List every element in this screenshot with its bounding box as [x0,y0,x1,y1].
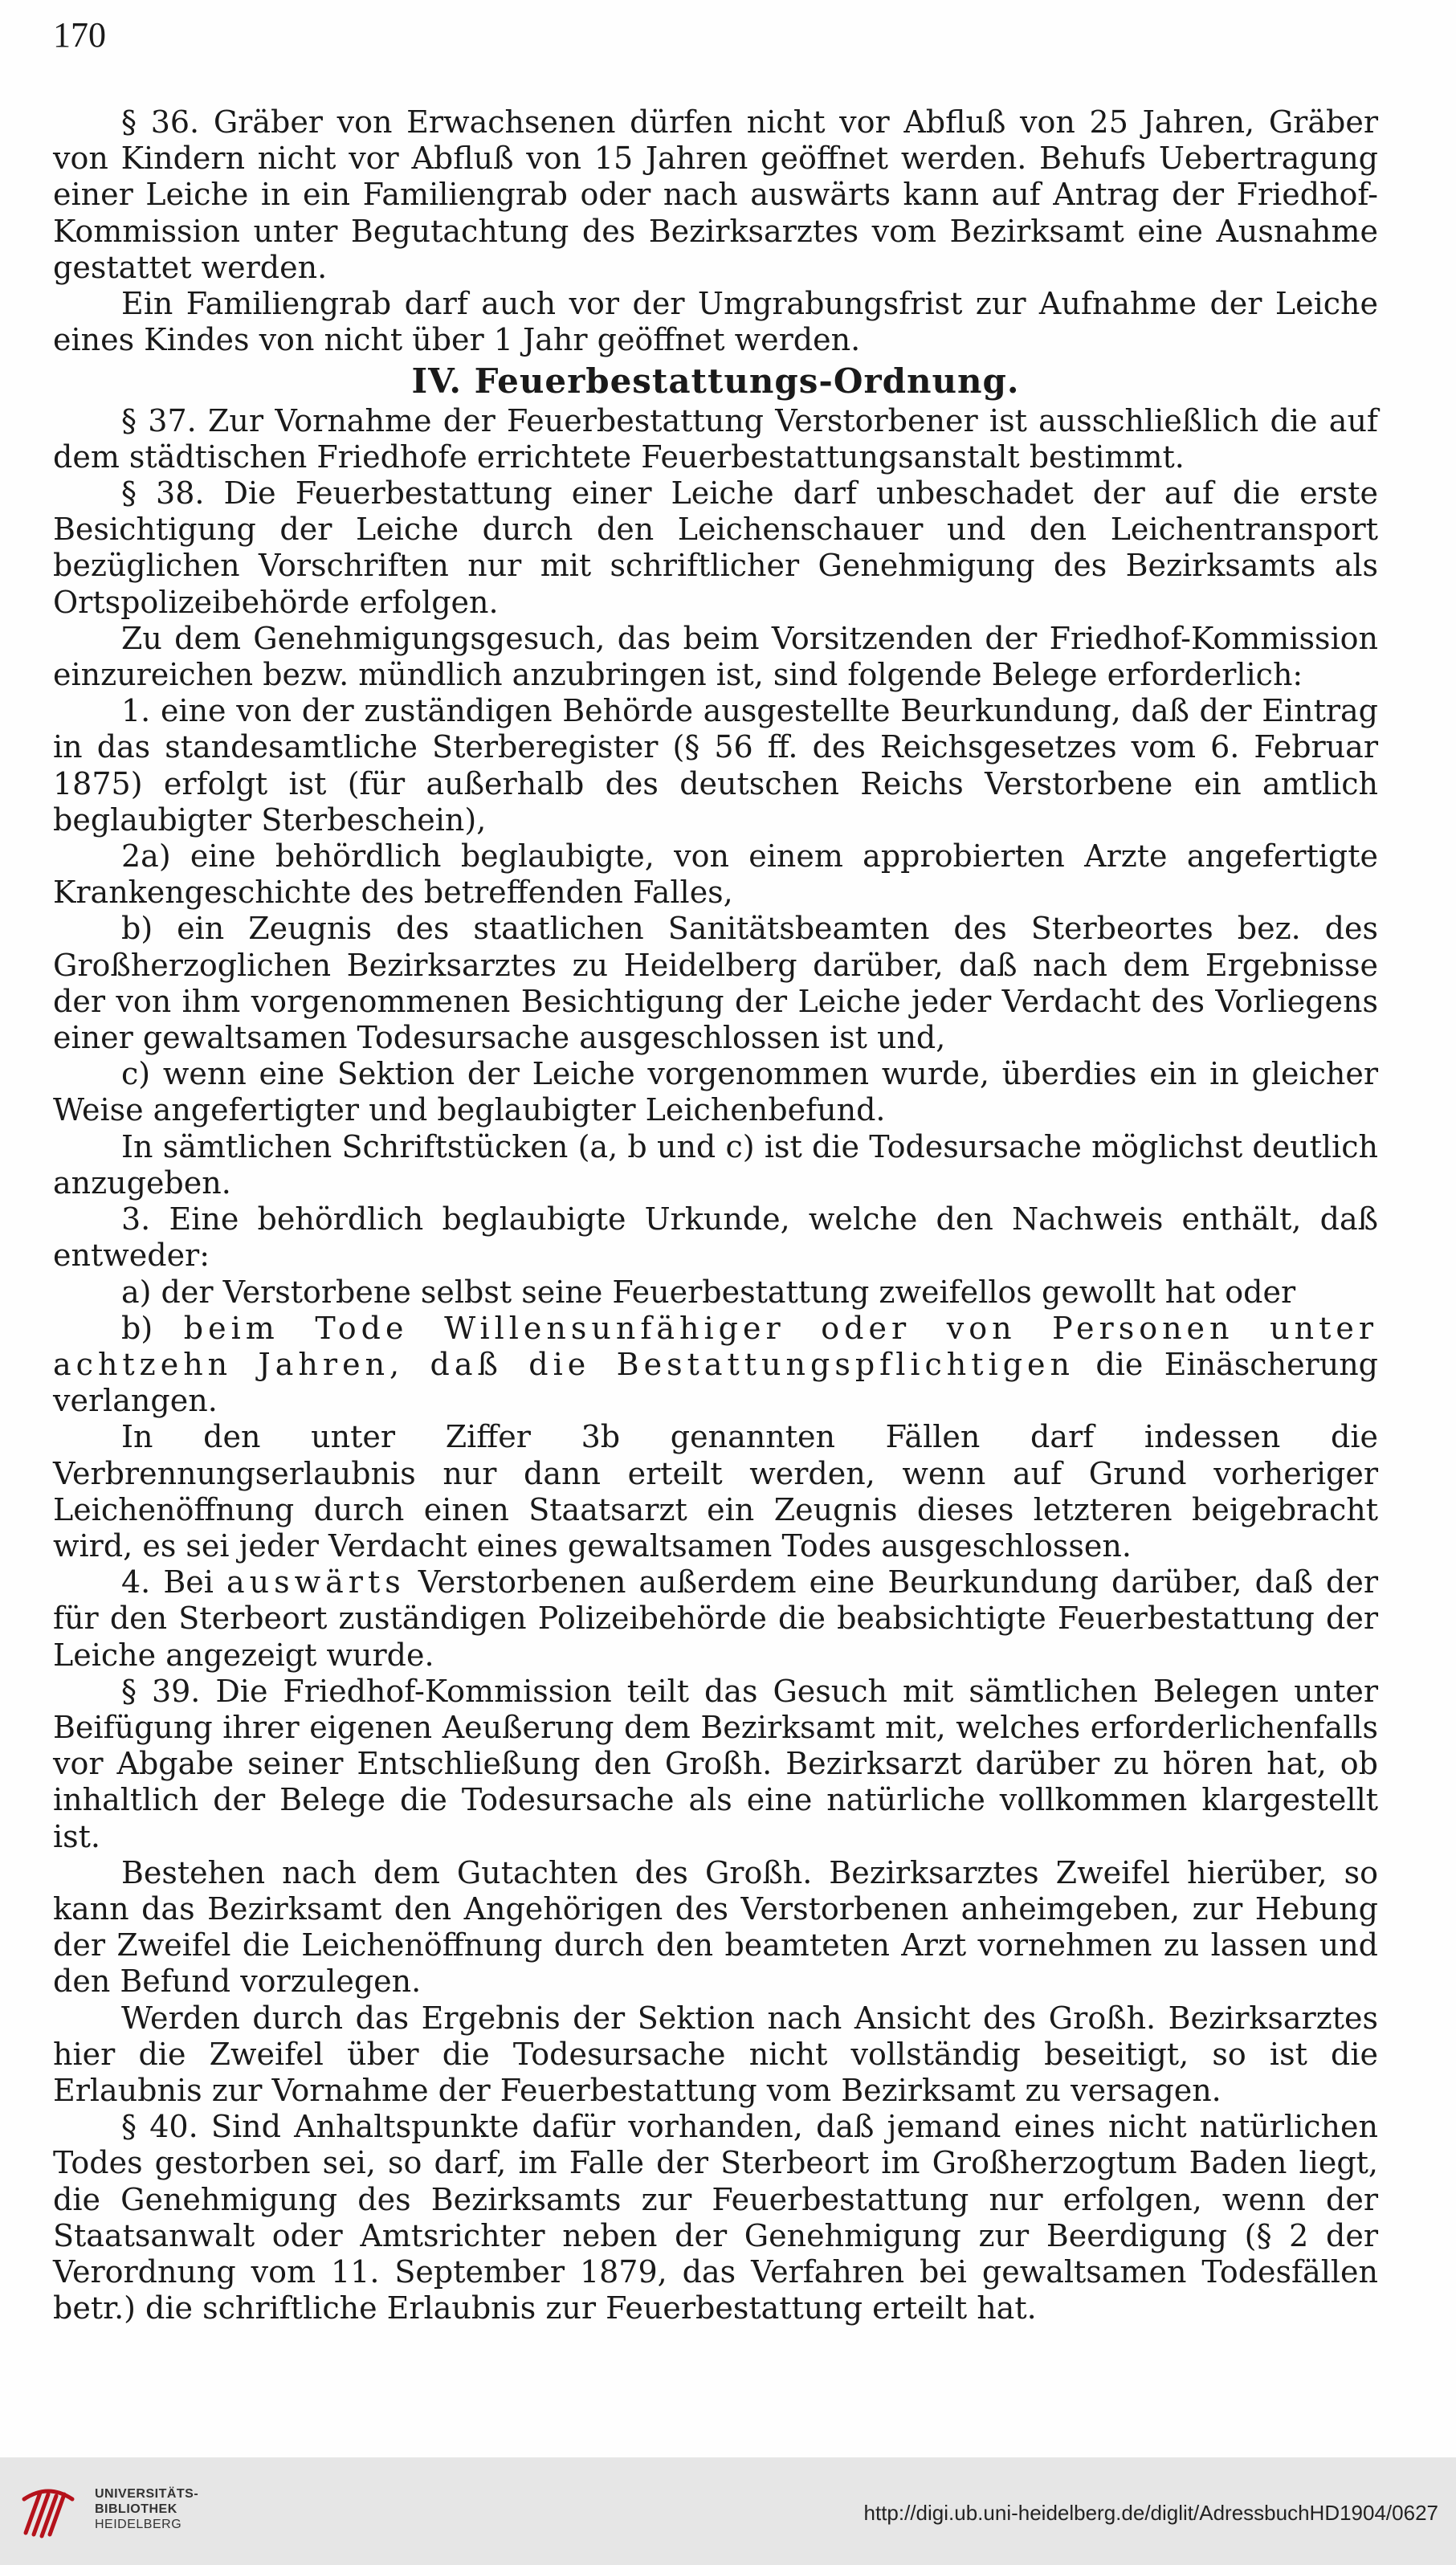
paragraph-item2-note: In sämtlichen Schriftstücken (a, b und c) ist die Todesursache möglichst deutlich anzugeben. [53,1128,1378,1201]
item4-prefix: 4. Bei [121,1564,226,1601]
paragraph-family-grave: Ein Familiengrab darf auch vor der Umgrabungsfrist zur Aufnahme der Leiche eines Kindes von nicht über 1 Jahr geöffnet werden. [53,286,1378,358]
paragraph-s38: § 38. Die Feuerbestattung einer Leiche darf unbeschadet der auf die erste Besichtigung der Leiche durch den Leichenschauer und den Leichentransport bezüglichen Vorschriften nur mit schriftlicher Genehmigung des Bezirksamts als Ortspolizeibehörde erfolgen. [53,475,1378,620]
logo-line-1: UNIVERSITÄTS- [95,2486,199,2501]
paragraph-s39-p3: Werden durch das Ergebnis der Sektion nach Ansicht des Großh. Bezirksarztes hier die Zweifel über die Todesursache nicht vollständig beseitigt, so ist die Erlaubnis zur Vornahme der Feuerbestattung vom Bezirksamt zu versagen. [53,2000,1378,2108]
logo-line-3: HEIDELBERG [95,2517,182,2531]
list-item-3a: a) der Verstorbene selbst seine Feuerbestattung zweifellos gewollt hat oder [121,1274,1296,1310]
page-number: 170 [53,15,106,55]
section-heading: IV. Feuerbestattungs-Ordnung. [411,361,1020,402]
paragraph-s40: § 40. Sind Anhaltspunkte dafür vorhanden, daß jemand eines nicht natürlichen Todes gestorben sei, so darf, im Falle der Sterbeort im Großherzogtum Baden liegt, die Genehmigung des Bezirksamts zur Feuerbestattung nur erfolgen, wenn der Staatsanwalt oder Amtsrichter neben der Genehmigung zur Beerdigung (§ 2 der Verordnung vom 11. September 1879, das Verfahren bei gewaltsamen Todesfällen betr.) die schriftliche Erlaubnis zur Feuerbestattung erteilt hat. [53,2109,1378,2326]
list-item-4 [53,1564,1378,1674]
item4-suffix: Verstorbenen außerdem eine Beurkundung darüber, daß der für den Sterbeort zuständigen Polizeibehörde die beabsichtigte Feuerbestattung der Leiche angezeigt wurde. [53,1564,1379,1673]
paragraph-s38-intro: Zu dem Genehmigungsgesuch, das beim Vorsitzenden der Friedhof-Kommission einzureichen bezw. mündlich anzubringen ist, sind folgende Belege erforderlich: [53,620,1378,693]
list-item-2a: 2a) eine behördlich beglaubigte, von einem approbierten Arzte angefertigte Krankengeschichte des betreffenden Falles, [53,838,1378,911]
logo-line-2: BIBLIOTHEK [95,2502,177,2516]
item4-spaced-text: auswärts [226,1564,406,1601]
list-item-3: 3. Eine behördlich beglaubigte Urkunde, welche den Nachweis enthält, daß entweder: [53,1201,1378,1274]
paragraph-item3-note: In den unter Ziffer 3b genannten Fällen darf indessen die Verbrennungserlaubnis nur dann erteilt werden, wenn auf Grund vorheriger Leichenöffnung durch einen Staatsarzt ein Zeugnis dieses letzteren beigebracht wird, es sei jeder Verdacht eines gewaltsamen Todes ausgeschlossen. [53,1419,1378,1564]
library-name [95,2486,198,2532]
item3b-prefix: b) [121,1310,184,1346]
item3b-spaced-text: beim Tode Willensunfähiger oder von Personen unter achtzehn Jahren, daß die Bestattungspflichtigen [53,1310,1378,1382]
list-item-1: 1. eine von der zuständigen Behörde ausgestellte Beurkundung, daß der Eintrag in das standesamtliche Sterberegister (§ 56 ff. des Reichsgesetzes vom 6. Februar 1875) erfolgt ist (für außerhalb des deutschen Reichs Verstorbene ein amtlich beglaubigter Sterbeschein), [53,693,1378,838]
library-footer [0,2457,1456,2565]
list-item-3b [53,1311,1378,1420]
library-seal-icon [16,2477,80,2541]
list-item-2b: b) ein Zeugnis des staatlichen Sanitätsbeamten des Sterbeortes bez. des Großherzoglichen Bezirksarztes zu Heidelberg darüber, daß nach dem Ergebnisse der von ihm vorgenommenen Besichtigung der Leiche jeder Verdacht des Vorliegens einer gewaltsamen Todesursache ausgeschlossen ist und, [53,911,1378,1056]
list-item-2c: c) wenn eine Sektion der Leiche vorgenommen wurde, überdies ein in gleicher Weise angefertigter und beglaubigter Leichenbefund. [53,1056,1378,1128]
paragraph-s36: § 36. Gräber von Erwachsenen dürfen nicht vor Abfluß von 25 Jahren, Gräber von Kindern nicht vor Abfluß von 15 Jahren geöffnet werden. Behufs Uebertragung einer Leiche in ein Familiengrab oder nach auswärts kann auf Antrag der Friedhof-Kommission unter Begutachtung des Bezirksarztes vom Bezirksamt eine Ausnahme gestattet werden. [53,104,1378,285]
paragraph-s39: § 39. Die Friedhof-Kommission teilt das Gesuch mit sämtlichen Belegen unter Beifügung ihrer eigenen Aeußerung dem Bezirksamt mit, welches erforderlichenfalls vor Abgabe seiner Entschließung den Großh. Bezirksarzt darüber zu hören hat, ob inhaltlich der Belege die Todesursache als eine natürliche vollkommen klargestellt ist. [53,1673,1378,1854]
source-url-link[interactable]: http://digi.ub.uni-heidelberg.de/diglit/AdressbuchHD1904/0627 [863,2501,1438,2525]
paragraph-s37: § 37. Zur Vornahme der Feuerbestattung Verstorbener ist ausschließlich die auf dem städtischen Friedhofe errichtete Feuerbestattungsanstalt bestimmt. [53,402,1378,475]
document-body [53,104,1378,2326]
paragraph-s39-p2: Bestehen nach dem Gutachten des Großh. Bezirksarztes Zweifel hierüber, so kann das Bezirksamt den Angehörigen des Verstorbenen anheimgeben, zur Hebung der Zweifel die Leichenöffnung durch den beamteten Arzt vornehmen zu lassen und den Befund vorzulegen. [53,1854,1378,2000]
library-logo[interactable] [16,2477,198,2541]
item3b-suffix: die Einäscherung verlangen. [53,1346,1378,1419]
